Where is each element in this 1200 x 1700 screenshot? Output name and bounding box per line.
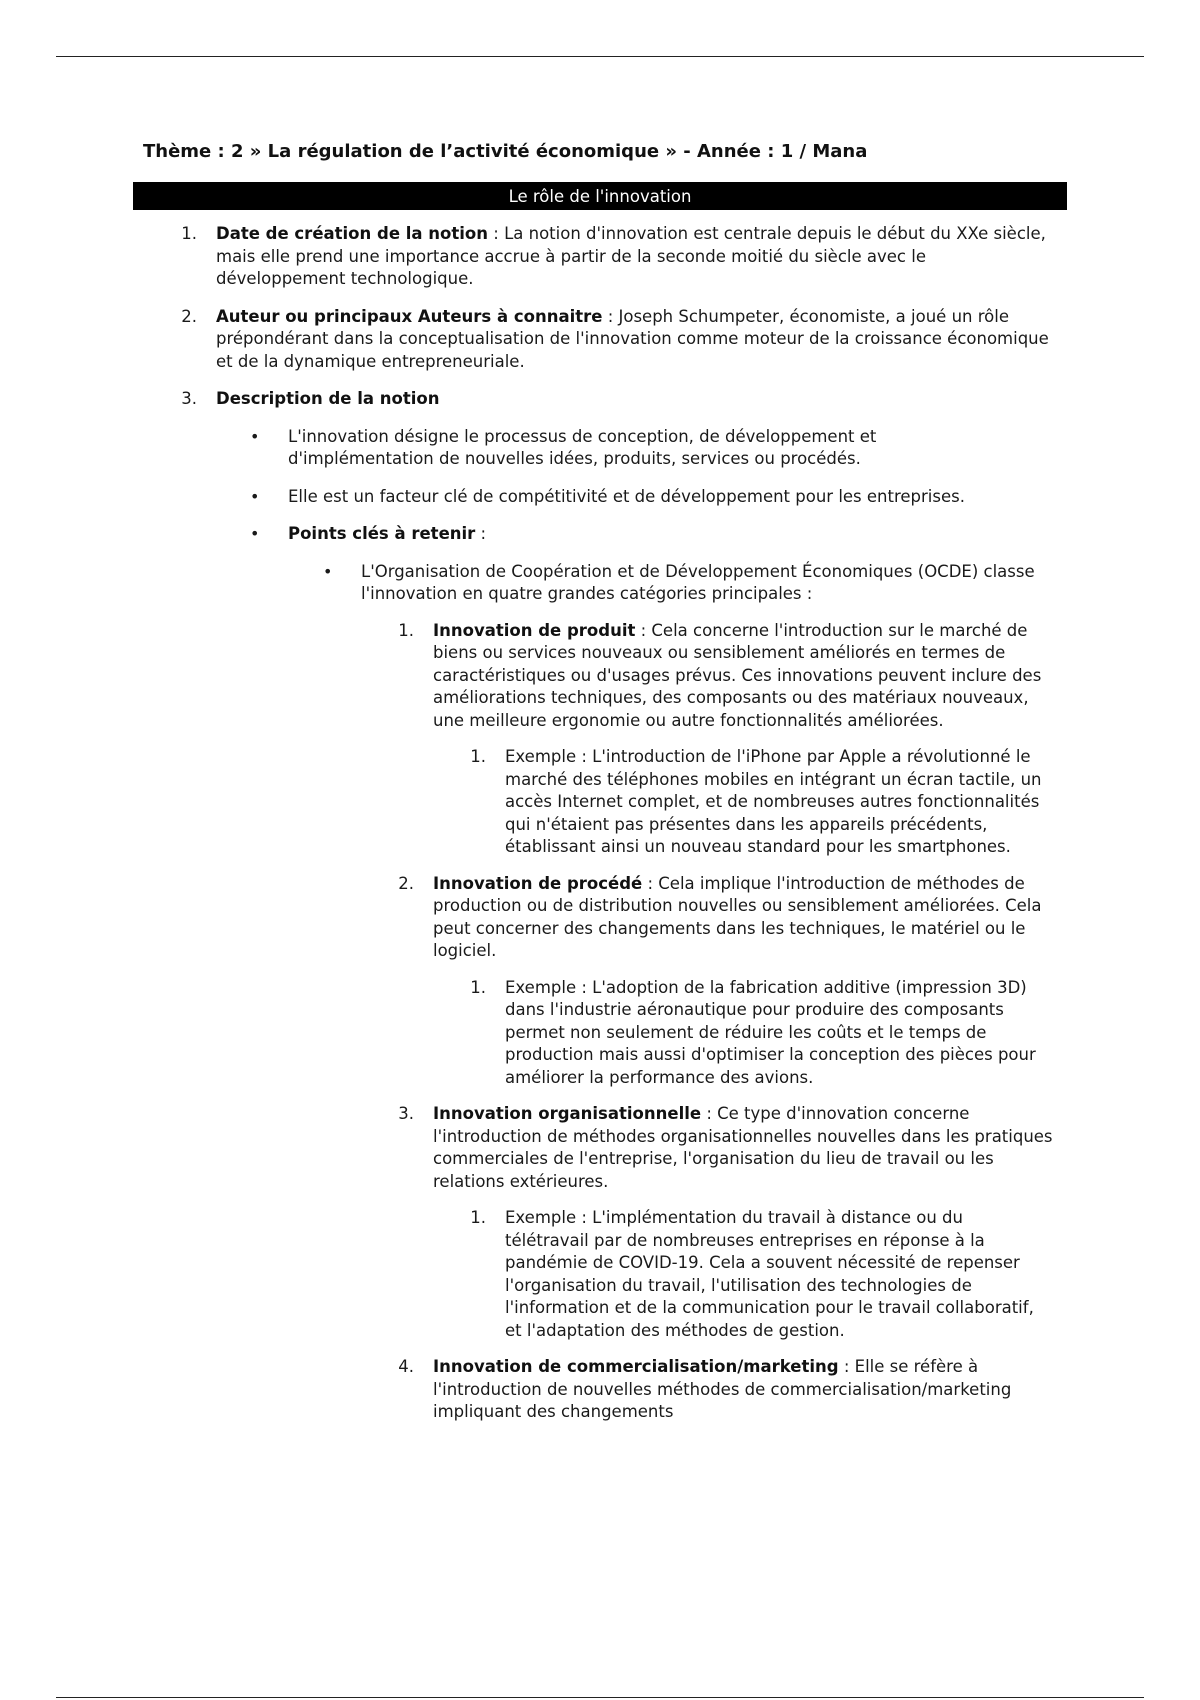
bullet-item bbox=[250, 486, 1078, 509]
key-points-line bbox=[288, 523, 1078, 546]
bullet-text: Elle est un facteur clé de compétitivité et de développement pour les entreprises. bbox=[288, 486, 965, 506]
category-body bbox=[433, 1103, 1063, 1193]
category-number: 4. bbox=[398, 1357, 414, 1376]
document-content bbox=[0, 223, 1200, 1438]
key-points-label: Points clés à retenir bbox=[288, 524, 476, 543]
point-text: : La notion d'innovation est centrale depuis le début du XXe siècle, mais elle prend une importance accrue à partir de la seconde moitié du siècle avec le développement technologique. bbox=[216, 224, 1046, 288]
point-description bbox=[181, 388, 1056, 411]
point-authors bbox=[181, 306, 1056, 374]
example-item bbox=[470, 977, 1065, 1090]
ocde-text: L'Organisation de Coopération et de Développement Économiques (OCDE) classe l'innovation en quatre grandes catégories principales : bbox=[361, 561, 1035, 603]
point-date bbox=[181, 223, 1056, 291]
point-number: 3. bbox=[181, 389, 197, 408]
example-item bbox=[470, 1207, 1045, 1342]
top-rule bbox=[56, 56, 1144, 57]
point-body bbox=[216, 223, 1056, 291]
category-body bbox=[433, 1356, 1043, 1424]
point-number: 1. bbox=[181, 224, 197, 243]
bottom-rule bbox=[56, 1697, 1144, 1698]
bullet-item bbox=[250, 426, 978, 471]
section-title: Le rôle de l'innovation bbox=[508, 186, 692, 206]
category-number: 2. bbox=[398, 873, 414, 893]
point-label: Date de création de la notion bbox=[216, 224, 489, 243]
example-text: Exemple : L'introduction de l'iPhone par Apple a révolutionné le marché des téléphones mobiles en intégrant un écran tactile, un accès Internet complet, et de nombreuses autres fonctionnalités qui n'étaient pas présentes dans les appareils précédents, établissant ainsi un nouveau standard pour les smartphones. bbox=[505, 747, 1042, 856]
category-text: : Cela implique l'introduction de méthodes de production ou de distribution nouvelles ou sensiblement améliorées. Cela peut concerner des changements dans les techniques, le matériel ou le logiciel. bbox=[433, 873, 1042, 960]
bullet-marker: • bbox=[250, 426, 260, 446]
section-title-bar bbox=[133, 182, 1067, 210]
category-number: 1. bbox=[398, 620, 414, 640]
category-item bbox=[398, 873, 1063, 963]
category-text: : Elle se réfère à l'introduction de nouvelles méthodes de commercialisation/marketing impliquant des changements bbox=[433, 1357, 1012, 1421]
point-body bbox=[216, 306, 1056, 374]
example-number: 1. bbox=[470, 977, 486, 997]
category-body bbox=[433, 873, 1063, 963]
example-number: 1. bbox=[470, 1208, 486, 1227]
category-number: 3. bbox=[398, 1104, 414, 1123]
point-text: : Joseph Schumpeter, économiste, a joué un rôle prépondérant dans la conceptualisation de l'innovation comme moteur de la croissance économique et de la dynamique entrepreneuriale. bbox=[216, 306, 1049, 371]
bullet-item bbox=[250, 523, 1078, 546]
example-item bbox=[470, 746, 1065, 859]
example-text: Exemple : L'adoption de la fabrication additive (impression 3D) dans l'industrie aéronautique pour produire des composants permet non seulement de réduire les coûts et le temps de production mais aussi d'optimiser la conception des pièces pour améliorer la performance des avions. bbox=[505, 977, 1036, 1087]
bullet-text: L'innovation désigne le processus de conception, de développement et d'implémentation de nouvelles idées, produits, services ou procédés. bbox=[288, 426, 877, 468]
bullet-marker: • bbox=[250, 486, 260, 506]
category-item bbox=[398, 1356, 1043, 1424]
bullet-marker: • bbox=[323, 561, 333, 581]
point-label: Description de la notion bbox=[216, 389, 440, 408]
ocde-bullet bbox=[323, 561, 1061, 606]
example-number: 1. bbox=[470, 747, 486, 766]
category-text: : Ce type d'innovation concerne l'introduction de méthodes organisationnelles nouvelles dans les pratiques commerciales de l'entreprise, l'organisation du lieu de travail ou les relations extérieures. bbox=[433, 1104, 1053, 1191]
key-points-suffix: : bbox=[475, 524, 487, 543]
point-label: Auteur ou principaux Auteurs à connaitre bbox=[216, 306, 603, 326]
category-item bbox=[398, 620, 1063, 733]
category-label: Innovation de procédé bbox=[433, 873, 643, 893]
category-body bbox=[433, 620, 1063, 733]
category-label: Innovation de commercialisation/marketing bbox=[433, 1357, 839, 1376]
category-item bbox=[398, 1103, 1063, 1193]
theme-line: Thème : 2 » La régulation de l’activité économique » - Année : 1 / Mana bbox=[143, 141, 868, 162]
point-body bbox=[216, 388, 1056, 411]
category-text: : Cela concerne l'introduction sur le marché de biens ou services nouveaux ou sensiblement améliorés en termes de caractéristiques ou d'usages prévus. Ces innovations peuvent inclure des améliorations techniques, des composants ou des matériaux nouveaux, une meilleure ergonomie ou autre fonctionnalités améliorées. bbox=[433, 620, 1042, 730]
example-text: Exemple : L'implémentation du travail à distance ou du télétravail par de nombreuses entreprises en réponse à la pandémie de COVID-19. Cela a souvent nécessité de repenser l'organisation du travail, l'utilisation des technologies de l'information et de la communication pour le travail collaboratif, et l'adaptation des méthodes de gestion. bbox=[505, 1208, 1034, 1340]
bullet-marker: • bbox=[250, 524, 260, 543]
category-label: Innovation de produit bbox=[433, 620, 636, 640]
category-label: Innovation organisationnelle bbox=[433, 1104, 702, 1123]
point-number: 2. bbox=[181, 306, 197, 326]
